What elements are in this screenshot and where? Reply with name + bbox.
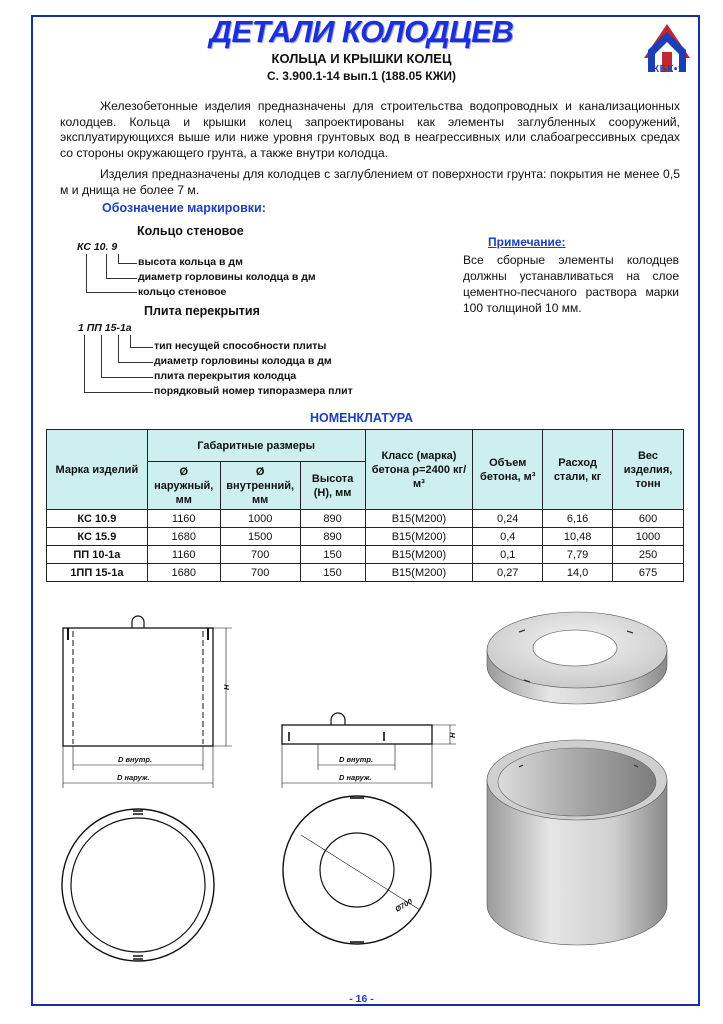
slab-label-type: тип несущей способности плиты bbox=[154, 340, 327, 352]
ring-outer-diameter-label: D наруж. bbox=[117, 773, 150, 782]
col-header-inner: Ø внутренний, мм bbox=[220, 462, 300, 510]
note-text: Все сборные элементы колодцев должны устанавливаться на слое цементно-песчаного раствора марки 100 толщиной 10 мм. bbox=[463, 253, 679, 315]
nomenclature-heading: НОМЕНКЛАТУРА bbox=[309, 411, 413, 425]
slab-inner-diameter-label: D внутр. bbox=[339, 755, 374, 764]
table-row: КС 15.9 1680 1500 890 В15(М200) 0,4 10,48 1000 bbox=[47, 528, 684, 546]
ring-marking-title: Кольцо стеновое bbox=[137, 224, 244, 238]
marking-heading: Обозначение маркировки: bbox=[102, 201, 266, 215]
slab-label-diameter: диаметр горловины колодца в дм bbox=[154, 355, 332, 367]
col-header-volume: Объем бетона, м³ bbox=[473, 430, 543, 510]
ring-label-type: кольцо стеновое bbox=[138, 286, 227, 298]
slab-label-size: порядковый номер типоразмера плит bbox=[154, 385, 353, 397]
ring-3d-render bbox=[487, 740, 667, 945]
ring-label-height: высота кольца в дм bbox=[138, 256, 243, 268]
col-header-weight: Вес изделия, тонн bbox=[613, 430, 684, 510]
slab-3d-render bbox=[487, 612, 667, 704]
table-row: КС 10.9 1160 1000 890 В15(М200) 0,24 6,16 600 bbox=[47, 510, 684, 528]
intro-paragraph-1: Железобетонные изделия предназначены для строительства водопроводных и канализационных колодцев. Кольца и крышки колец запроектированы как элементы заглубленных сооружений, эксплуатирующихся выше или ниже уровня грунтовых вод в неагрессивных или слабоагрессивных средах со стороны окружающего грунта, а также внутри колодца. bbox=[60, 99, 680, 160]
ring-marking-code: КС 10. 9 bbox=[77, 241, 118, 253]
ring-plan-drawing bbox=[62, 809, 214, 961]
logo-caption: ЖБК•1 bbox=[650, 64, 684, 75]
ring-height-label: Н bbox=[222, 684, 231, 690]
col-header-dims: Габаритные размеры bbox=[147, 430, 365, 462]
slab-height-label: Н bbox=[448, 732, 457, 738]
ring-label-diameter: диаметр горловины колодца в дм bbox=[138, 271, 316, 283]
table-row: 1ПП 15-1а 1680 700 150 В15(М200) 0,27 14,0 675 bbox=[47, 564, 684, 582]
note-heading: Примечание: bbox=[488, 235, 566, 249]
slab-label-kind: плита перекрытия колодца bbox=[154, 370, 297, 382]
table-row: ПП 10-1а 1160 700 150 В15(М200) 0,1 7,79 250 bbox=[47, 546, 684, 564]
page-subtitle: КОЛЬЦА И КРЫШКИ КОЛЕЦ bbox=[271, 51, 452, 66]
page-number: - 16 - bbox=[349, 993, 374, 1005]
page-title: ДЕТАЛИ КОЛОДЦЕВ bbox=[209, 14, 514, 49]
intro-paragraph-2: Изделия предназначены для колодцев с заглублением от поверхности грунта: покрытия не менее 0,5 м и днища не более 7 м. bbox=[60, 167, 680, 197]
col-header-concrete: Класс (марка) бетона ρ=2400 кг/м³ bbox=[365, 430, 473, 510]
col-header-mark: Марка изделий bbox=[47, 430, 148, 510]
col-header-height: Высота (Н), мм bbox=[300, 462, 365, 510]
series-reference: С. 3.900.1-14 вып.1 (188.05 КЖИ) bbox=[266, 69, 457, 83]
col-header-outer: Ø наружный, мм bbox=[147, 462, 220, 510]
slab-hole-diameter-label: Ø700 bbox=[393, 896, 414, 914]
slab-plan-drawing bbox=[283, 796, 431, 944]
slab-marking-title: Плита перекрытия bbox=[144, 304, 260, 318]
col-header-steel: Расход стали, кг bbox=[543, 430, 613, 510]
slab-marking-code: 1 ПП 15-1а bbox=[78, 322, 132, 334]
ring-inner-diameter-label: D внутр. bbox=[118, 755, 153, 764]
slab-outer-diameter-label: D наруж. bbox=[339, 773, 372, 782]
